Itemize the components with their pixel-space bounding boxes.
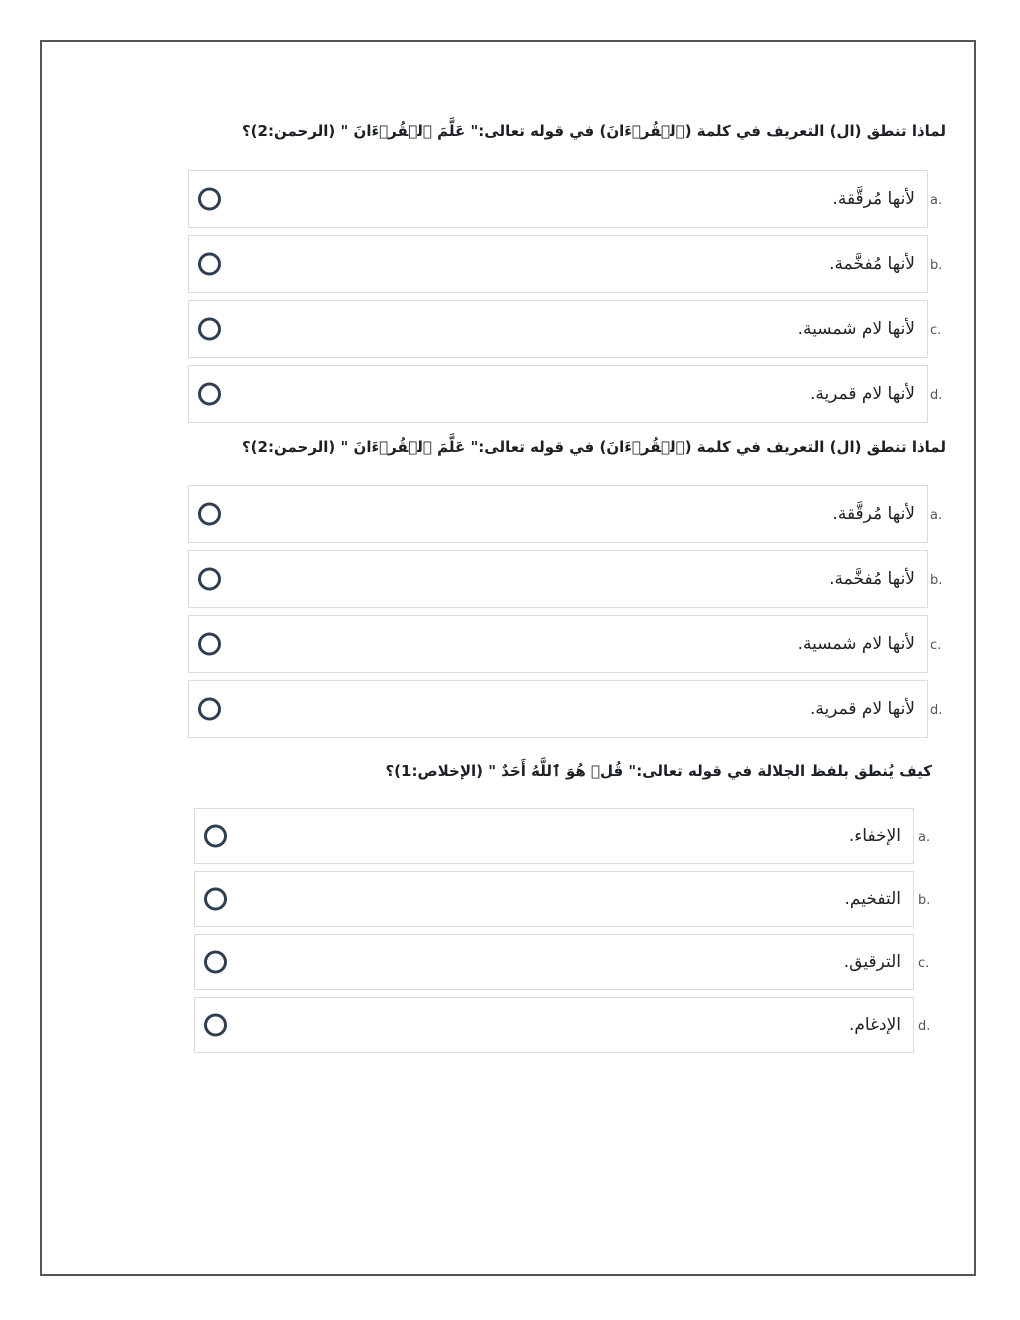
option-box[interactable] — [188, 235, 928, 293]
radio-button[interactable] — [204, 888, 227, 911]
option-label: لأنها لام قمرية. — [809, 699, 915, 719]
option-letter: c. — [930, 638, 942, 653]
option-label: الإخفاء. — [848, 826, 901, 846]
option-label: لأنها لام قمرية. — [809, 384, 915, 404]
option-box[interactable] — [194, 808, 914, 864]
option-letter: b. — [918, 893, 931, 908]
option-box[interactable] — [188, 365, 928, 423]
option-letter: a. — [930, 508, 943, 523]
option-label: الإدغام. — [849, 1015, 901, 1035]
option-letter: c. — [930, 323, 942, 338]
radio-button[interactable] — [198, 503, 221, 526]
radio-button[interactable] — [198, 568, 221, 591]
option-box[interactable] — [188, 170, 928, 228]
radio-button[interactable] — [198, 318, 221, 341]
option-label: لأنها مُرقَّقة. — [832, 189, 915, 209]
option-label: الترقيق. — [843, 952, 901, 972]
option-label: لأنها لام شمسية. — [797, 319, 915, 339]
radio-button[interactable] — [198, 633, 221, 656]
option-label: لأنها مُفخَّمة. — [829, 254, 915, 274]
radio-button[interactable] — [204, 1014, 227, 1037]
radio-button[interactable] — [198, 698, 221, 721]
option-box[interactable] — [188, 550, 928, 608]
option-letter: b. — [930, 258, 943, 273]
option-box[interactable] — [188, 615, 928, 673]
option-label: لأنها مُرقَّقة. — [832, 504, 915, 524]
option-box[interactable] — [194, 997, 914, 1053]
option-box[interactable] — [194, 934, 914, 990]
option-label: لأنها مُفخَّمة. — [829, 569, 915, 589]
option-box[interactable] — [194, 871, 914, 927]
radio-button[interactable] — [198, 188, 221, 211]
radio-button[interactable] — [198, 253, 221, 276]
option-label: التفخيم. — [844, 889, 901, 909]
option-letter: d. — [918, 1019, 931, 1034]
option-box[interactable] — [188, 300, 928, 358]
option-letter: a. — [930, 193, 943, 208]
option-box[interactable] — [188, 485, 928, 543]
question-3-text: كيف يُنطق بلفظ الجلالة في قوله تعالى:" قُلۡ هُوَ ٱللَّهُ أَحَدٌ " (الإخلاص:1)؟ — [385, 762, 932, 780]
radio-button[interactable] — [198, 383, 221, 406]
option-box[interactable] — [188, 680, 928, 738]
radio-button[interactable] — [204, 951, 227, 974]
option-letter: a. — [918, 830, 931, 845]
option-letter: c. — [918, 956, 930, 971]
option-letter: b. — [930, 573, 943, 588]
question-1-text: لماذا تنطق (ال) التعريف في كلمة (ٱلۡقُرۡءَانَ) في قوله تعالى:" عَلَّمَ ٱلۡقُرۡءَانَ " (الرحمن:2)؟ — [241, 122, 946, 140]
quiz-page — [40, 40, 976, 1276]
option-label: لأنها لام شمسية. — [797, 634, 915, 654]
option-letter: d. — [930, 703, 943, 718]
radio-button[interactable] — [204, 825, 227, 848]
question-2-text: لماذا تنطق (ال) التعريف في كلمة (ٱلۡقُرۡءَانَ) في قوله تعالى:" عَلَّمَ ٱلۡقُرۡءَانَ " (الرحمن:2)؟ — [241, 438, 946, 456]
option-letter: d. — [930, 388, 943, 403]
